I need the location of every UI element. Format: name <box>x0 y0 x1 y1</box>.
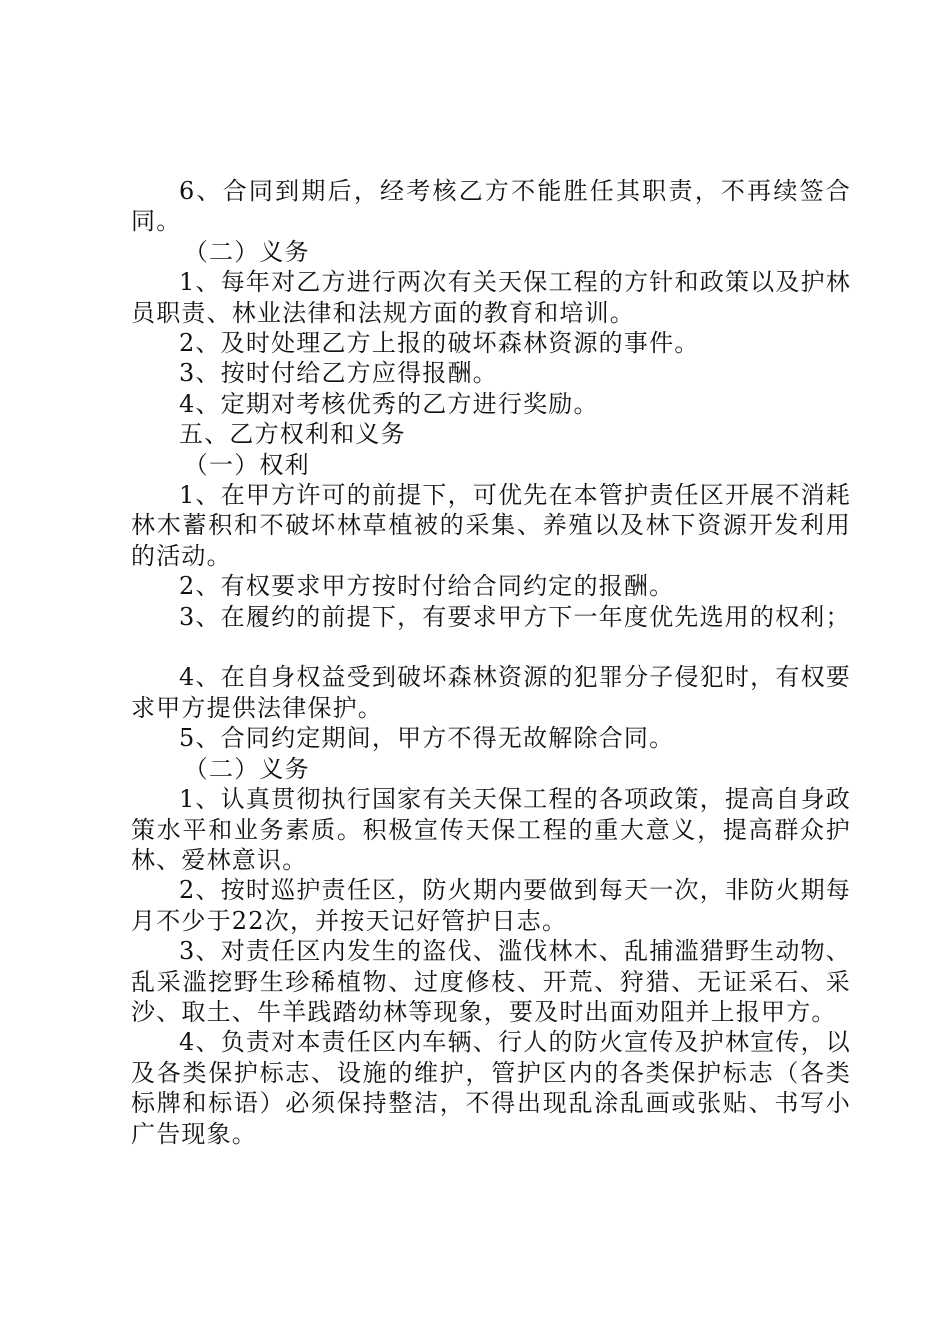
section-heading: （二）义务 <box>183 237 310 266</box>
paragraph: 3、在履约的前提下，有要求甲方下一年度优先选用的权利； <box>179 602 851 631</box>
blank-line <box>131 632 851 662</box>
paragraph: 2、有权要求甲方按时付给合同约定的报酬。 <box>179 572 675 601</box>
paragraph: 1、在甲方许可的前提下，可优先在本管护责任区开展不消耗林木蓄积和不破坏林草植被的采集、养殖以及林下资源开发利用的活动。 <box>131 481 851 570</box>
section-title: 五、乙方权利和义务 <box>179 420 406 449</box>
paragraph: 2、及时处理乙方上报的破坏森林资源的事件。 <box>179 329 700 358</box>
paragraph: 6、合同到期后，经考核乙方不能胜任其职责，不再续签合同。 <box>131 177 851 236</box>
paragraph: 2、按时巡护责任区，防火期内要做到每天一次，非防火期每月不少于22次，并按天记好管护日志。 <box>131 876 851 935</box>
paragraph: 1、每年对乙方进行两次有关天保工程的方针和政策以及护林员职责、林业法律和法规方面的教育和培训。 <box>131 268 851 327</box>
section-heading: （二）义务 <box>183 754 310 783</box>
document-body <box>131 176 851 1149</box>
paragraph: 1、认真贯彻执行国家有关天保工程的各项政策，提高自身政策水平和业务素质。积极宣传天保工程的重大意义，提高群众护林、爱林意识。 <box>131 785 851 874</box>
paragraph: 3、按时付给乙方应得报酬。 <box>179 359 498 388</box>
paragraph: 5、合同约定期间，甲方不得无故解除合同。 <box>179 724 675 753</box>
paragraph: 4、在自身权益受到破坏森林资源的犯罪分子侵犯时，有权要求甲方提供法律保护。 <box>131 663 851 722</box>
paragraph: 4、定期对考核优秀的乙方进行奖励。 <box>179 389 599 418</box>
section-heading: （一）权利 <box>183 450 310 479</box>
paragraph: 4、负责对本责任区内车辆、行人的防火宣传及护林宣传，以及各类保护标志、设施的维护，管护区内的各类保护标志（各类标牌和标语）必须保持整洁，不得出现乱涂乱画或张贴、书写小广告现象。 <box>131 1028 851 1148</box>
paragraph: 3、对责任区内发生的盗伐、滥伐林木、乱捕滥猎野生动物、乱采滥挖野生珍稀植物、过度修枝、开荒、狩猎、无证采石、采沙、取土、牛羊践踏幼林等现象，要及时出面劝阻并上报甲方。 <box>131 937 851 1026</box>
